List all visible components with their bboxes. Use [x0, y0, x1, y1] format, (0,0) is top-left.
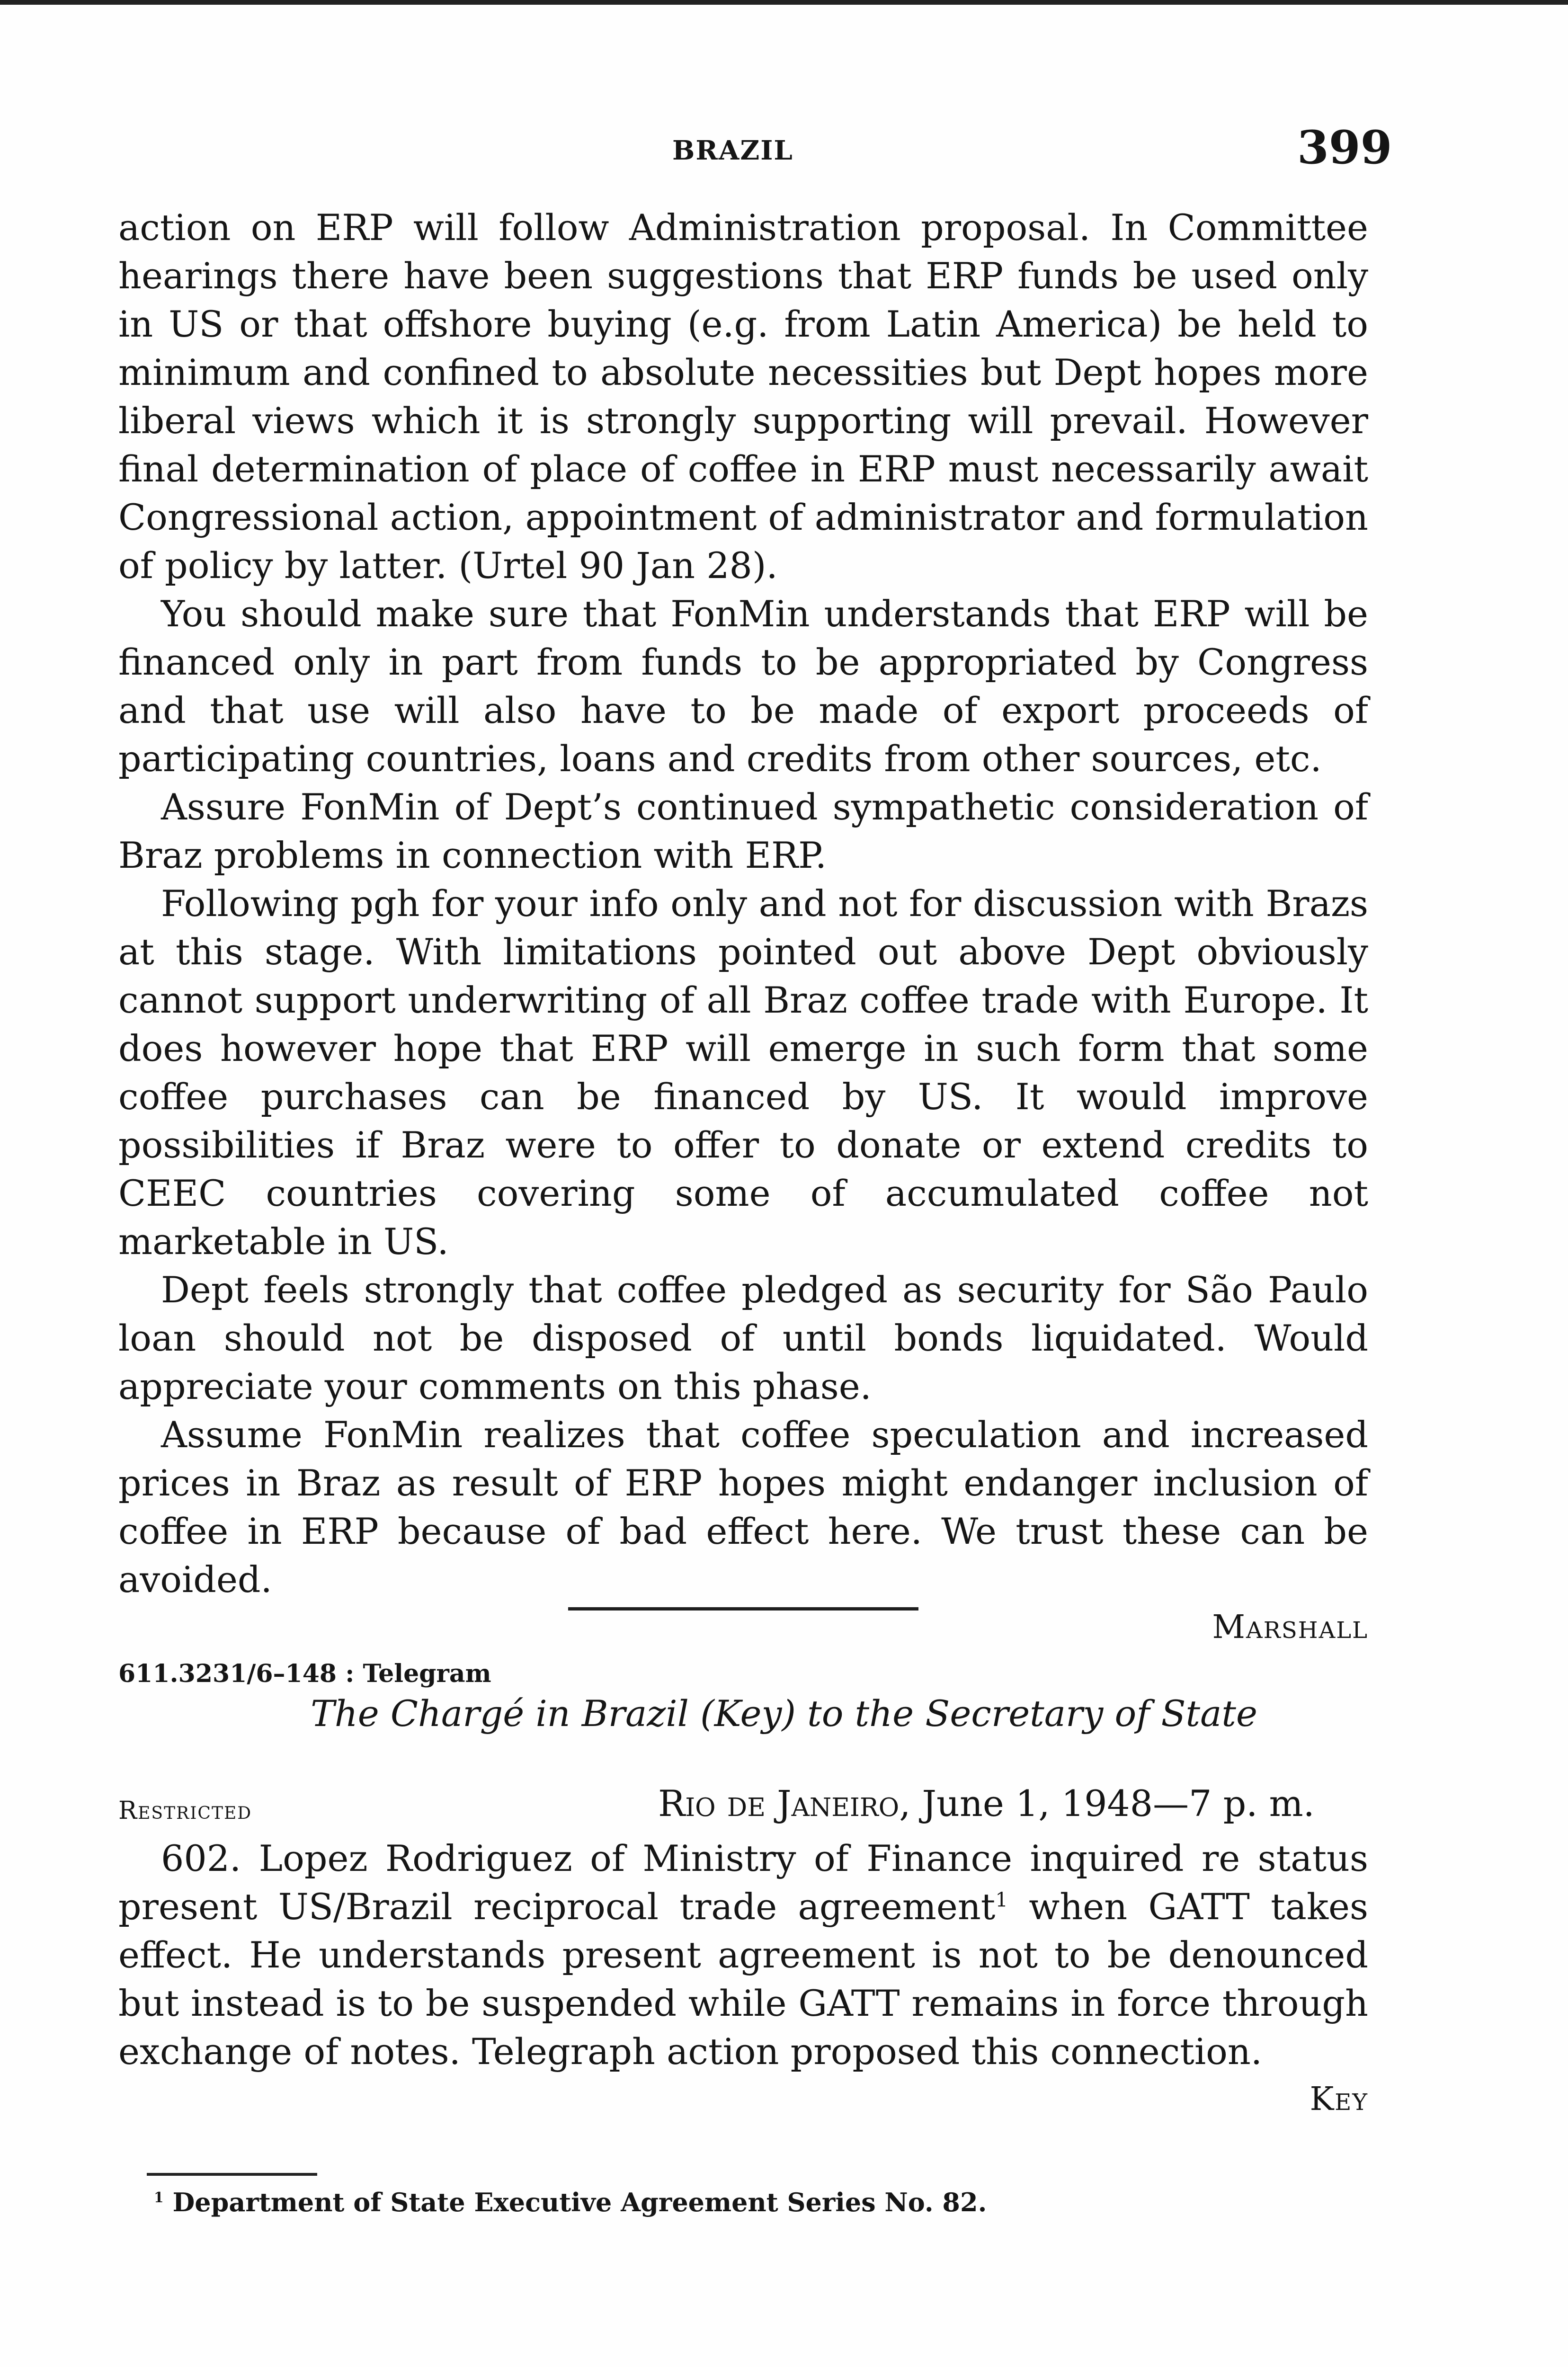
telegram-text — [118, 1834, 1368, 2123]
paragraph-6: Assume FonMin realizes that coffee speculation and increased prices in Braz as result of ERP hopes might endanger inclusion of coffee in ERP because of bad effect here. We trust these can be avoided. — [118, 1414, 1368, 1601]
footnote-marker: 1 — [154, 2189, 164, 2206]
document-title: The Chargé in Brazil (Key) to the Secretary of State — [311, 1692, 1257, 1735]
page-number: 399 — [1297, 121, 1392, 174]
paragraph-4: Following pgh for your info only and not for discussion with Brazs at this stage. With limitations pointed out above Dept obviously cannot support underwriting of all Braz coffee trade with Europe. It does however hope that ERP will emerge in such form that some coffee purchases can be financed by US. It would improve possibilities if Braz were to offer to donate or extend credits to CEEC countries covering some of accumulated coffee not marketable in US. — [118, 882, 1368, 1263]
classification-label: Restricted — [118, 1797, 252, 1825]
footnote-reference: 1 — [995, 1888, 1008, 1912]
paragraph-3: Assure FonMin of Dept’s continued sympathetic consideration of Braz problems in connection with ERP. — [118, 786, 1368, 876]
paragraph-5: Dept feels strongly that coffee pledged as security for São Paulo loan should not be disposed of until bonds liquidated. Would appreciate your comments on this phase. — [118, 1269, 1368, 1407]
file-reference: 611.3231/6–148 : Telegram — [118, 1659, 491, 1688]
dateline-place: Rio de Janeiro, — [658, 1782, 911, 1824]
signature-marshall: Marshall — [1212, 1609, 1368, 1646]
dateline-date: June 1, 1948—7 p. m. — [922, 1782, 1315, 1824]
dateline — [658, 1782, 1315, 1824]
paragraph-2: You should make sure that FonMin understands that ERP will be financed only in part from funds to be appropriated by Congress and that use will also have to be made of export proceeds of participating countries, loans and credits from other sources, etc. — [118, 593, 1368, 780]
section-separator — [568, 1607, 918, 1611]
continuation-text — [118, 204, 1368, 1651]
telegram-body-start: 602. Lopez Rodriguez of Ministry of Finance inquired re status present US/Brazil reciprocal trade agreement — [118, 1837, 1368, 1928]
footnote-rule — [147, 2173, 317, 2176]
telegram-body-end: when GATT takes effect. He understands present agreement is not to be denounced but instead is to be suspended while GATT remains in force through exchange of notes. Telegraph action proposed this connection. — [118, 1886, 1369, 2073]
signature-key: Key — [1310, 2081, 1368, 2118]
footnote — [154, 2187, 987, 2217]
telegram-paragraph — [118, 1834, 1368, 2076]
top-edge-rule — [0, 0, 1568, 5]
running-head: BRAZIL — [672, 135, 793, 166]
paragraph-1: action on ERP will follow Administration proposal. In Committee hearings there have been suggestions that ERP funds be used only in US or that offshore buying (e.g. from Latin America) be held to minimum and confined to absolute necessities but Dept hopes more liberal views which it is strongly supporting will prevail. However final determination of place of coffee in ERP must necessarily await Congressional action, appointment of administrator and formulation of policy by latter. (Urtel 90 Jan 28). — [118, 206, 1368, 587]
footnote-text: Department of State Executive Agreement Series No. 82. — [163, 2187, 987, 2217]
